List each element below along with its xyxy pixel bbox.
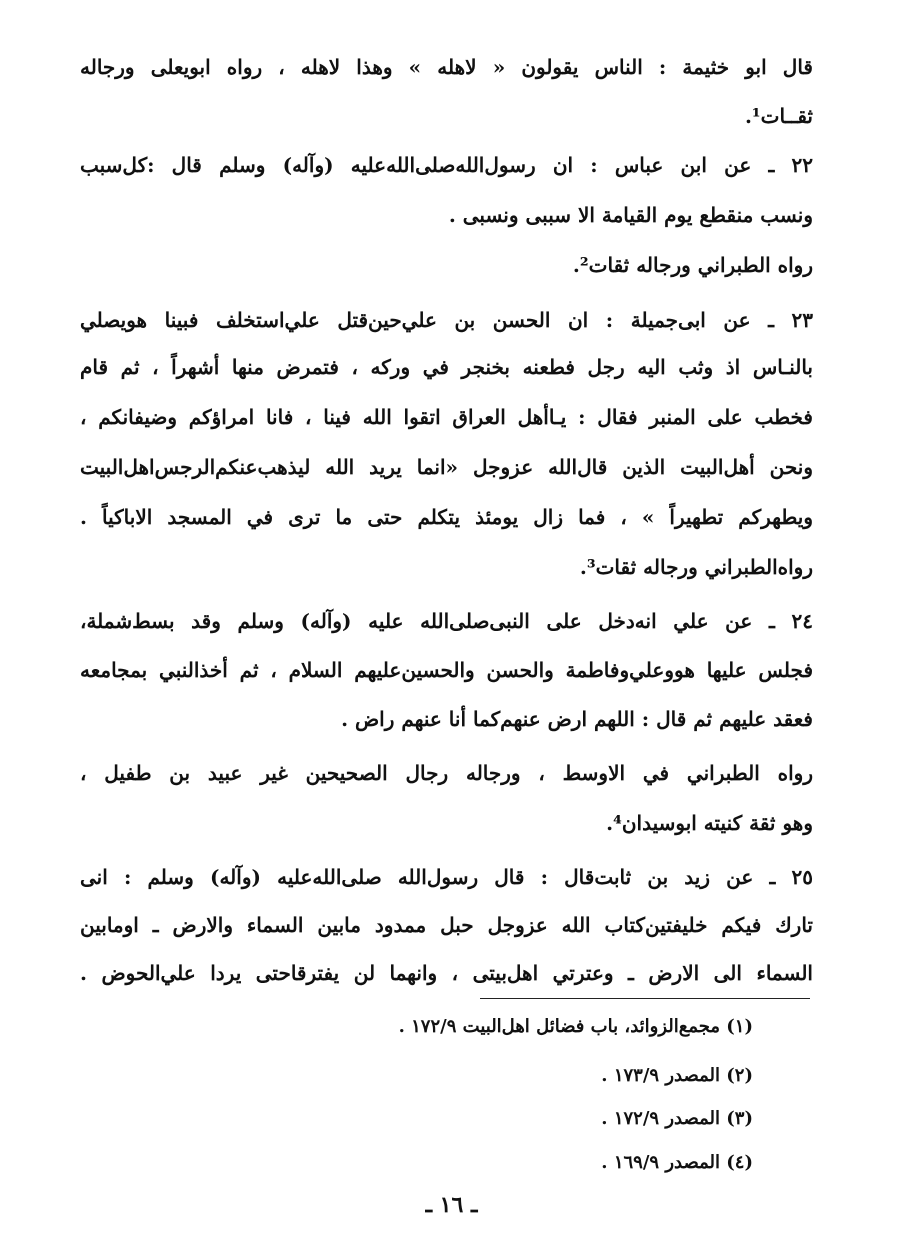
text-line: رواه الطبراني ورجاله ثقات². [572, 253, 813, 277]
text-line: فجلس عليها هووعلي‌وفاطمة والحسن والحسين‌عليهم السلام ، ثم أخذ‌النبي بمجامعه [80, 658, 813, 682]
text-line: ٢٢ ـ عن ابن عباس : ان رسول‌الله‌صلى‌الله‌عليه (وآله) وسلم قال :كل‌سبب [80, 153, 813, 177]
footnote: (٤) المصدر ١٦٩/٩ . [601, 1152, 753, 1173]
text-line: ونحن أهل‌البيت الذين قال‌الله عزوجل «انما يريد الله ليذهب‌عنكم‌الرجس‌اهل‌البيت [80, 455, 813, 479]
text-line: وهو ثقة كنيته ابوسيدان⁴. [606, 811, 813, 835]
page-number: ـ ١٦ ـ [425, 1192, 478, 1218]
text-line: قال ابو خثيمة : الناس يقولون « لاهله » وهذا لاهله ، رواه ابويعلى ورجاله [80, 55, 813, 79]
footnote-divider [480, 998, 810, 999]
text-line: رواه الطبراني في الاوسط ، ورجاله رجال الصحيحين غير عبيد بن طفيل ، [80, 761, 813, 785]
text-line: ويطهركم تطهيراً » ، فما زال يومئذ يتكلم حتى ما ترى في المسجد الاباكياً . [80, 505, 813, 529]
text-line: ٢٣ ـ عن ابى‌جميلة : ان الحسن بن علي‌حين‌قتل علي‌استخلف فبينا هويصلي [80, 308, 813, 332]
text-line: ٢٥ ـ عن زيد بن ثابت‌قال : قال رسول‌الله صلى‌الله‌عليه (وآله) وسلم : انى [80, 865, 813, 889]
text-line: بالنـاس اذ وثب اليه رجل فطعنه بخنجر في وركه ، فتمرض منها أشهراً ، ثم قام [80, 355, 813, 379]
text-line: رواه‌الطبراني ورجاله ثقات³. [579, 555, 813, 579]
text-line: ونسب منقطع يوم القيامة الا سببى ونسبى . [448, 203, 813, 227]
text-line: فخطب على المنبر فقال : يـاأهل العراق اتقوا الله فينا ، فانا امراؤكم وضيفانكم ، [80, 405, 813, 429]
text-line: ثقــات¹. [744, 104, 813, 128]
text-line: ٢٤ ـ عن علي انه‌دخل على النبى‌صلى‌الله عليه (وآله) وسلم وقد بسط‌شملة، [80, 609, 813, 633]
footnote: (١) مجمع‌الزوائد، باب فضائل اهل‌البيت ١٧٢/٩ . [398, 1016, 753, 1037]
footnote: (٣) المصدر ١٧٢/٩ . [601, 1108, 753, 1129]
text-line: فعقد عليهم ثم قال : اللهم ارض عنهم‌كما أنا عنهم راض . [341, 707, 813, 731]
text-line: السماء الى الارض ـ وعترتي اهل‌بيتى ، وانهما لن يفترقاحتى يردا علي‌الحوض . [80, 961, 813, 985]
text-line: تارك فيكم خليفتين‌كتاب الله عزوجل حبل ممدود مابين السماء والارض ـ اومابين [80, 913, 813, 937]
footnote: (٢) المصدر ١٧٣/٩ . [601, 1065, 753, 1086]
